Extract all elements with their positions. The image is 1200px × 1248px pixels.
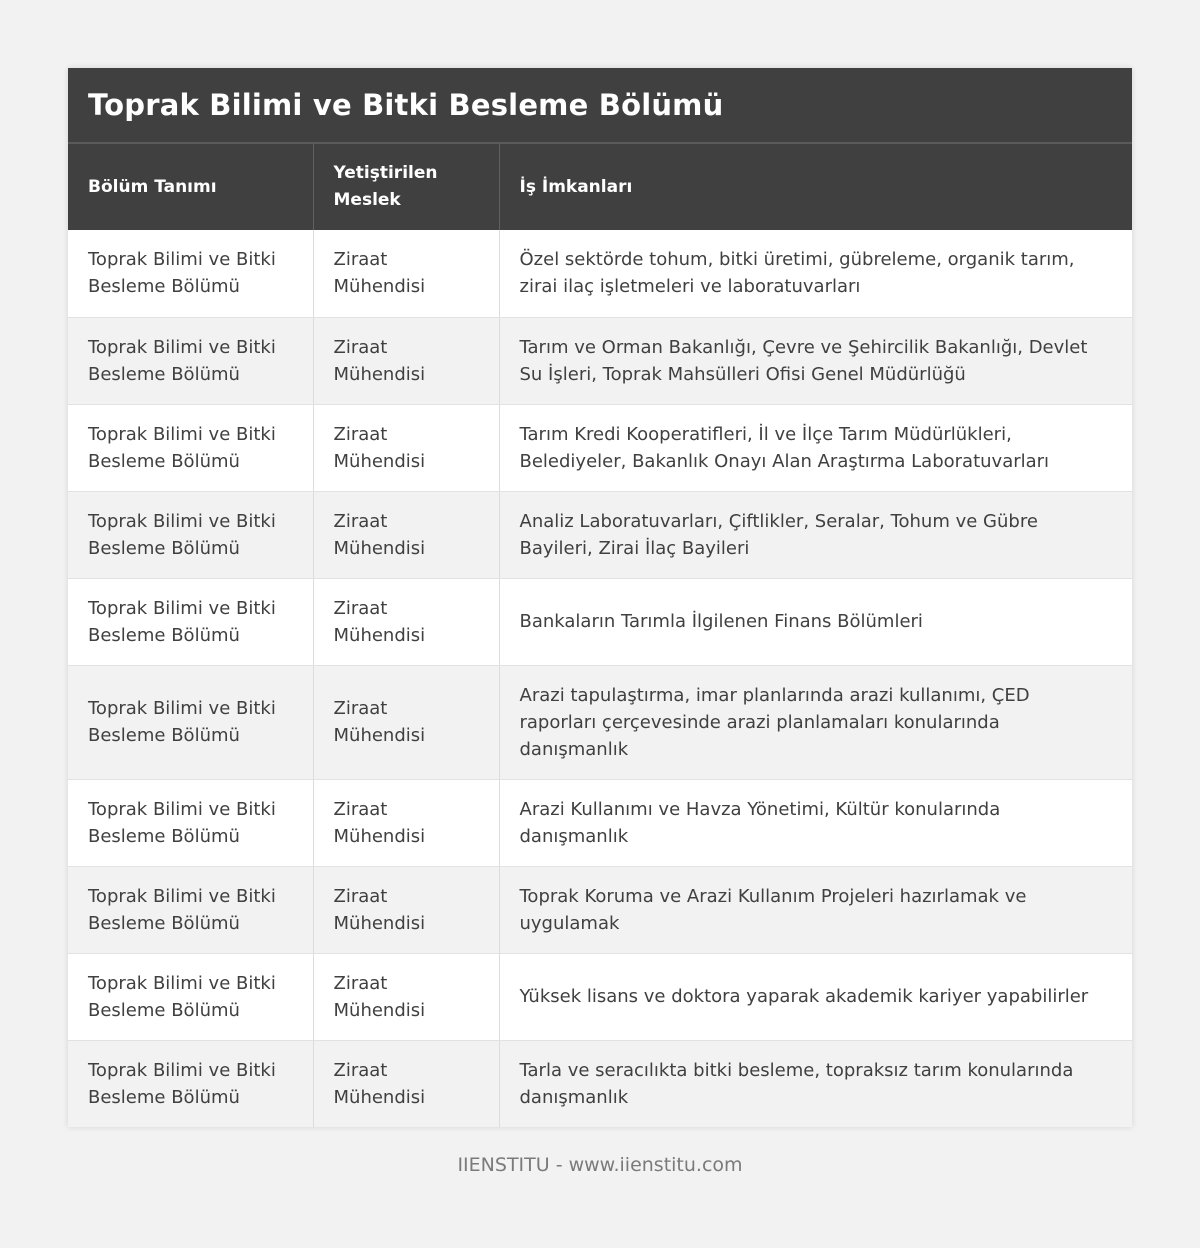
cell-profession: Ziraat Mühendisi bbox=[313, 665, 499, 779]
cell-department: Toprak Bilimi ve Bitki Besleme Bölümü bbox=[68, 230, 313, 317]
cell-opportunities: Arazi Kullanımı ve Havza Yönetimi, Kültür konularında danışmanlık bbox=[499, 779, 1132, 866]
cell-profession: Ziraat Mühendisi bbox=[313, 578, 499, 665]
table-card bbox=[68, 68, 1132, 1127]
cell-opportunities: Arazi tapulaştırma, imar planlarında arazi kullanımı, ÇED raporları çerçevesinde arazi planlamaları konularında danışmanlık bbox=[499, 665, 1132, 779]
title-bar bbox=[68, 68, 1132, 144]
table-row bbox=[68, 578, 1132, 665]
table-title: Toprak Bilimi ve Bitki Besleme Bölümü bbox=[88, 88, 724, 122]
footer-credit: IIENSTITU - www.iienstitu.com bbox=[457, 1154, 743, 1176]
cell-opportunities: Tarım ve Orman Bakanlığı, Çevre ve Şehircilik Bakanlığı, Devlet Su İşleri, Toprak Mahsülleri Ofisi Genel Müdürlüğü bbox=[499, 317, 1132, 404]
cell-department: Toprak Bilimi ve Bitki Besleme Bölümü bbox=[68, 779, 313, 866]
cell-profession: Ziraat Mühendisi bbox=[313, 404, 499, 491]
table-row bbox=[68, 866, 1132, 953]
cell-profession: Ziraat Mühendisi bbox=[313, 491, 499, 578]
cell-profession: Ziraat Mühendisi bbox=[313, 317, 499, 404]
cell-opportunities: Bankaların Tarımla İlgilenen Finans Bölümleri bbox=[499, 578, 1132, 665]
column-header-yetistirilen-meslek: Yetiştirilen Meslek bbox=[313, 144, 499, 230]
cell-opportunities: Toprak Koruma ve Arazi Kullanım Projeleri hazırlamak ve uygulamak bbox=[499, 866, 1132, 953]
cell-profession: Ziraat Mühendisi bbox=[313, 866, 499, 953]
cell-opportunities: Tarım Kredi Kooperatifleri, İl ve İlçe Tarım Müdürlükleri, Belediyeler, Bakanlık Onayı Alan Araştırma Laboratuvarları bbox=[499, 404, 1132, 491]
table-row bbox=[68, 953, 1132, 1040]
cell-department: Toprak Bilimi ve Bitki Besleme Bölümü bbox=[68, 404, 313, 491]
cell-department: Toprak Bilimi ve Bitki Besleme Bölümü bbox=[68, 491, 313, 578]
table-header bbox=[68, 144, 1132, 230]
table-row bbox=[68, 317, 1132, 404]
column-header-bolum-tanimi: Bölüm Tanımı bbox=[68, 144, 313, 230]
cell-department: Toprak Bilimi ve Bitki Besleme Bölümü bbox=[68, 866, 313, 953]
table-row bbox=[68, 1040, 1132, 1127]
table-row bbox=[68, 230, 1132, 317]
column-header-is-imkanlari: İş İmkanları bbox=[499, 144, 1132, 230]
table-body bbox=[68, 230, 1132, 1127]
cell-opportunities: Analiz Laboratuvarları, Çiftlikler, Seralar, Tohum ve Gübre Bayileri, Zirai İlaç Bayileri bbox=[499, 491, 1132, 578]
table-row bbox=[68, 404, 1132, 491]
cell-department: Toprak Bilimi ve Bitki Besleme Bölümü bbox=[68, 665, 313, 779]
table-row bbox=[68, 779, 1132, 866]
cell-profession: Ziraat Mühendisi bbox=[313, 230, 499, 317]
table-row bbox=[68, 665, 1132, 779]
cell-profession: Ziraat Mühendisi bbox=[313, 1040, 499, 1127]
cell-department: Toprak Bilimi ve Bitki Besleme Bölümü bbox=[68, 953, 313, 1040]
cell-department: Toprak Bilimi ve Bitki Besleme Bölümü bbox=[68, 317, 313, 404]
cell-profession: Ziraat Mühendisi bbox=[313, 953, 499, 1040]
cell-profession: Ziraat Mühendisi bbox=[313, 779, 499, 866]
cell-opportunities: Özel sektörde tohum, bitki üretimi, gübreleme, organik tarım, zirai ilaç işletmeleri ve laboratuvarları bbox=[499, 230, 1132, 317]
careers-table bbox=[68, 144, 1132, 1127]
cell-department: Toprak Bilimi ve Bitki Besleme Bölümü bbox=[68, 578, 313, 665]
table-row bbox=[68, 491, 1132, 578]
cell-opportunities: Tarla ve seracılıkta bitki besleme, topraksız tarım konularında danışmanlık bbox=[499, 1040, 1132, 1127]
cell-department: Toprak Bilimi ve Bitki Besleme Bölümü bbox=[68, 1040, 313, 1127]
header-row bbox=[68, 144, 1132, 230]
cell-opportunities: Yüksek lisans ve doktora yaparak akademik kariyer yapabilirler bbox=[499, 953, 1132, 1040]
